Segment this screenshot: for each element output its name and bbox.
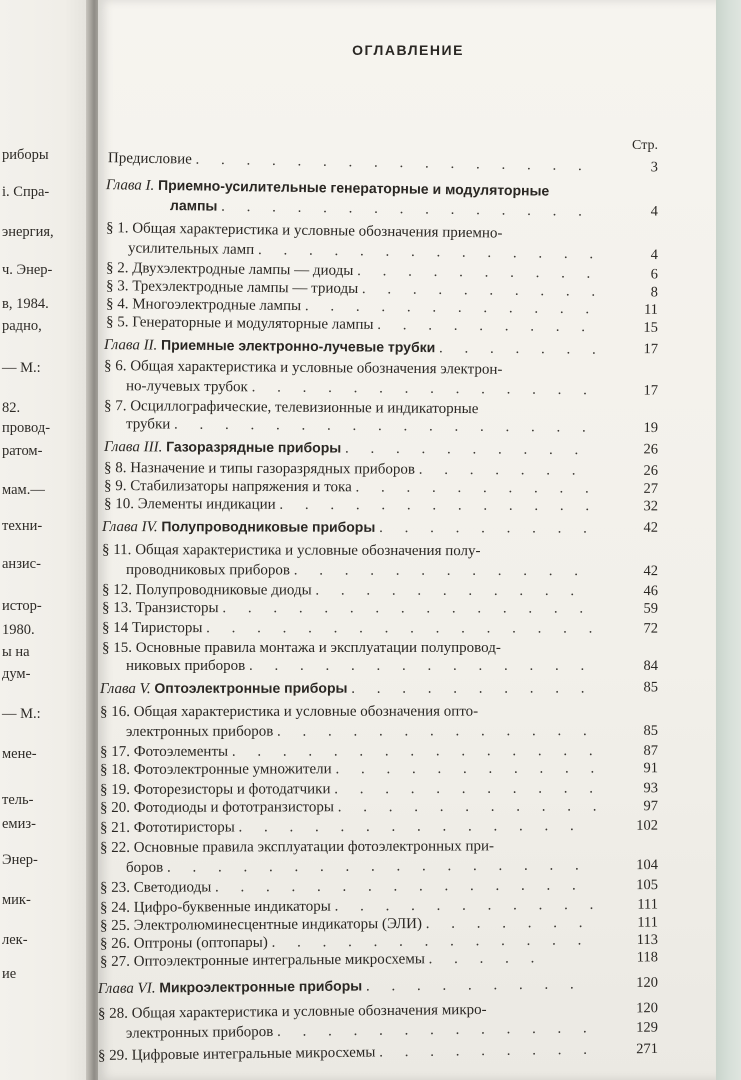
toc-entry-text [126, 721, 596, 742]
leader-dots: . . . . . . . . . . [361, 281, 605, 300]
toc-entry-text [102, 598, 592, 619]
toc-entry-text [106, 312, 594, 337]
section-title: Основные правила эксплуатации фотоэлектронных при- [133, 838, 495, 856]
section-title: электронных приборов [125, 723, 274, 740]
toc-entry-text [126, 414, 595, 437]
section-number: § 15. [102, 640, 132, 656]
section-title: трубки [125, 416, 171, 433]
page-number: 97 [643, 798, 659, 815]
left-page-fragment: мик- [2, 892, 31, 908]
chapter-title: Приемные электронно-лучевые трубки [161, 336, 436, 356]
chapter-label: Глава V. [99, 680, 151, 697]
page-number: 118 [636, 949, 659, 966]
page-number: 129 [636, 1019, 659, 1036]
leader-dots: . . . . . . . . . . . . . . . [214, 877, 585, 896]
page-number: 104 [636, 857, 659, 874]
toc-entry-line [98, 701, 658, 722]
leader-dots: . . . . . . . . . . . . . . . [222, 600, 593, 617]
section-title: Фотоэлектронные умножители [133, 761, 332, 778]
left-page-fragment: ы на [2, 644, 30, 660]
chapter-label: Глава IV. [101, 519, 158, 536]
page-number: 27 [643, 480, 659, 497]
toc-entry-line [98, 560, 658, 581]
leader-dots: . . . . . . . . . [379, 519, 596, 537]
toc-entry-text [102, 540, 481, 561]
page-edge [716, 0, 741, 1080]
toc-chapter-line [98, 334, 658, 359]
left-page-fragment: риборы [2, 147, 49, 163]
left-page-fragment: ие [2, 966, 17, 982]
leader-dots: . . . . . . . . . . . [315, 582, 584, 600]
chapter-label: Глава I. [105, 177, 155, 194]
leader-dots: . . . . . . . . . . [355, 479, 598, 497]
leader-dots: . . . . . . . [425, 914, 592, 932]
section-title: Цифровые интегральные микросхемы [131, 1044, 376, 1064]
leader-dots: . . . . . . . . . . . . . . . . . [166, 857, 588, 876]
section-number: § 27. [99, 953, 131, 970]
section-title: Светодиоды [133, 879, 212, 896]
section-number: § 5. [105, 314, 129, 331]
toc-entry-line [98, 540, 658, 562]
left-page-strip [0, 0, 92, 1080]
left-page-fragment: провод- [2, 420, 51, 436]
leader-dots: . . . . . . . . . . . . . [276, 1020, 596, 1040]
page-number: 26 [643, 462, 659, 479]
leader-dots: . . . . . . . . . . . . . [279, 496, 599, 515]
chapter-label: Глава VI. [97, 980, 156, 997]
toc-entry-text [126, 656, 593, 676]
leader-dots: . . . . . . . . . . . [337, 798, 606, 816]
leader-dots: . . . . . . . . . . . . . . [257, 242, 603, 263]
chapter-title: Микроэлектронные приборы [159, 977, 363, 996]
left-page-fragment: Энер- [2, 852, 38, 868]
page-number: 72 [643, 620, 659, 637]
toc-entry-text [126, 855, 588, 877]
page-number: 111 [637, 896, 659, 913]
leader-dots: . . . . . . . . . . . [334, 896, 603, 915]
leader-dots: . . . . . . . . . . . . . . . . [195, 151, 591, 175]
leader-dots: . . . . . . . . . . . [334, 780, 602, 798]
toc-entry-text [100, 948, 544, 972]
section-number: § 14 [101, 620, 129, 637]
page-number: 111 [637, 914, 659, 931]
toc-entry-line [98, 947, 658, 972]
section-number: § 17. [99, 743, 131, 760]
section-title: усилительных ламп [127, 240, 255, 258]
leader-dots: . . . . . . . . . . . . [293, 562, 587, 580]
section-number: § 19. [99, 781, 131, 798]
toc-page [98, 0, 718, 1080]
leader-dots: . . . . . . . . . [377, 316, 595, 336]
leader-dots: . . . . . . . . . . . . [304, 298, 599, 318]
toc-entry-text [126, 560, 587, 581]
chapter-title: лампы [169, 196, 218, 214]
page-number: 85 [643, 722, 659, 739]
page-number: 15 [643, 319, 659, 336]
toc-entry-text [102, 516, 596, 539]
leader-dots: . . . . . . . . . . . . . . [249, 658, 594, 674]
section-number: § 8. [103, 460, 127, 477]
section-title: Фотодиоды и фототранзисторы [133, 799, 334, 816]
section-title: Оптроны (оптопары) [133, 934, 268, 952]
toc-entry-text [100, 758, 603, 780]
section-number: § 12. [101, 582, 133, 599]
page-title: ОГЛАВЛЕНИЕ [352, 42, 464, 58]
section-title: Общая характеристика и условные обозначения микро- [131, 1001, 487, 1022]
page-number: 113 [636, 931, 659, 949]
toc-chapter-line [98, 436, 658, 460]
toc-entry-line [98, 816, 658, 838]
page-number: 26 [643, 441, 659, 458]
section-title: Фоторезисторы и фотодатчики [133, 781, 331, 798]
leader-dots: . . . . . . . . . . . . . [277, 722, 596, 740]
toc-entry-text [170, 195, 591, 222]
leader-dots: . . . . . . . . . [379, 1041, 597, 1061]
page-number: 19 [643, 419, 659, 437]
left-page-fragment: энергия, [2, 224, 54, 240]
section-title: Генераторные и модуляторные лампы [132, 314, 374, 333]
toc-entry-text [100, 796, 606, 818]
toc-entry-line [98, 494, 658, 516]
toc-entry-line [98, 148, 658, 177]
page-number: 85 [643, 679, 659, 696]
page-number: 91 [643, 760, 659, 777]
page-number: 120 [636, 974, 659, 991]
page-number: 271 [636, 1040, 659, 1058]
chapter-label: Глава II. [103, 337, 158, 354]
left-page-fragment: емиз- [2, 816, 36, 832]
page-number: 102 [636, 817, 659, 834]
section-title: проводниковых приборов [125, 562, 290, 579]
toc-entry-line [98, 598, 658, 619]
section-title: Фотоэлементы [133, 743, 229, 760]
page-number: 32 [643, 498, 659, 515]
section-title: Общая характеристика и условные обозначения опто- [133, 703, 479, 720]
page-number: 4 [650, 203, 659, 220]
left-page-fragment: техни- [2, 518, 43, 534]
leader-dots: . . . . . . . . . . [351, 680, 594, 697]
chapter-title: Приемно-усилительные генераторные и модуляторные [158, 176, 550, 199]
toc-entry-text [102, 618, 601, 639]
section-number: § 4. [105, 296, 129, 313]
section-number: § 29. [97, 1047, 129, 1064]
section-number: § 2. [105, 260, 129, 277]
toc-chapter-line [98, 677, 658, 698]
page-number: 84 [643, 658, 658, 674]
leader-dots: . . . . . . . . . . . . . [271, 932, 591, 951]
page-number: 120 [636, 1000, 659, 1017]
leader-dots: . . . . . . . [418, 461, 585, 479]
section-number: § 24. [99, 899, 131, 916]
page-number: 105 [636, 877, 659, 894]
toc-entry-text [100, 836, 494, 858]
left-page-fragment: — М.: [2, 360, 41, 376]
left-page-fragment: в, 1984. [2, 296, 49, 312]
left-page-fragment: истор- [2, 598, 42, 614]
section-number: § 9. [103, 478, 127, 495]
section-title: Трехэлектродные лампы — триоды [132, 278, 359, 297]
page-number: 6 [650, 266, 659, 283]
toc-entry-line [98, 618, 658, 639]
section-title: Осциллографические, телевизионные и индикаторные [130, 398, 479, 418]
left-page-fragment: 1980. [2, 622, 35, 638]
section-title: никовых приборов [126, 658, 246, 674]
section-title: Многоэлектродные лампы [132, 296, 302, 315]
section-title: Общая характеристика и условные обозначения полу- [135, 542, 481, 560]
page-number: 3 [650, 159, 659, 176]
section-title: Транзисторы [135, 600, 219, 617]
section-number: § 26. [99, 935, 131, 952]
section-title: Общая характеристика и условные обозначения приемно- [132, 220, 503, 242]
leader-dots: . . . . . . . . . . . . . . . . . [173, 416, 595, 436]
leader-dots: . . . . . . . . . . [344, 440, 588, 459]
toc-entry-text [100, 816, 583, 838]
page-number: 59 [643, 600, 659, 617]
toc-entry-text [108, 148, 591, 176]
section-number: § 1. [105, 220, 129, 237]
chapter-title: Оптоэлектронные приборы [154, 679, 348, 696]
toc-entry-text [104, 436, 587, 460]
section-number: § 3. [105, 278, 129, 295]
toc-entry-line [98, 414, 658, 438]
section-number: Предисловие [107, 150, 192, 168]
left-page-fragment: і. Спра- [2, 184, 50, 200]
toc-chapter-line [98, 516, 658, 538]
section-title: Элементы индикации [137, 496, 276, 513]
page-number: 11 [643, 301, 659, 318]
leader-dots: . . . . . . . . . . . . . . [238, 817, 583, 836]
section-title: боров [125, 859, 164, 876]
section-number: § 16. [99, 703, 131, 720]
left-page-fragment: анзис- [2, 556, 41, 572]
leader-dots: . . . . . . . . . . . . . . [251, 379, 596, 399]
section-number: § 21. [99, 819, 131, 836]
left-page-fragment: радно, [2, 318, 42, 334]
chapter-title: Газоразрядные приборы [166, 438, 342, 456]
toc-entry-line [98, 758, 658, 780]
leader-dots: . . . . . . . . . . . . . . . [231, 742, 602, 760]
section-number: § 11. [101, 542, 132, 559]
section-title: Общая характеристика и условные обозначения электрон- [130, 358, 503, 378]
section-number: § 22. [99, 839, 131, 856]
section-number: § 13. [101, 600, 133, 617]
section-title: Фототиристоры [133, 819, 235, 836]
section-number: § 18. [99, 761, 131, 778]
section-number: § 23. [99, 879, 131, 896]
left-page-fragment: мене- [2, 746, 37, 762]
leader-dots: . . . . . . . . . . [357, 262, 600, 282]
section-title: но-лучевых трубок [125, 378, 248, 396]
leader-dots: . . . . . . . [438, 340, 605, 358]
page-number: 87 [643, 742, 659, 759]
toc-entry-text [104, 494, 598, 516]
section-number: § 7. [103, 398, 127, 415]
section-title: Назначение и типы газоразрядных приборов [130, 460, 416, 478]
left-page-fragment: ратом- [2, 443, 43, 459]
leader-dots: . . . . . . . . . . . . . . . [221, 198, 592, 220]
section-title: Двухэлектродные лампы — диоды [132, 260, 354, 279]
section-title: электронных приборов [125, 1023, 274, 1042]
section-number: § 28. [97, 1005, 129, 1022]
leader-dots: . . . . . . . . . . . [335, 760, 604, 778]
toc-entry-text [100, 677, 593, 699]
section-title: Цифро-буквенные индикаторы [133, 898, 331, 916]
leader-dots: . . . . . [428, 950, 544, 968]
section-title: Полупроводниковые диоды [135, 582, 312, 599]
page-number: 42 [643, 563, 659, 580]
left-page-fragment: — М.: [2, 706, 41, 722]
toc-entry-line [98, 796, 658, 818]
toc-entry-text [98, 973, 583, 999]
toc-entry-line [98, 638, 658, 658]
toc-entry-text [102, 638, 501, 658]
page-number: 42 [643, 519, 659, 536]
leader-dots: . . . . . . . . . [365, 976, 583, 995]
toc-entry-text [98, 1040, 596, 1066]
page-number: 46 [643, 583, 659, 600]
section-number: § 6. [103, 358, 127, 375]
page-column-header: Стр. [632, 138, 658, 153]
toc-entry-line [98, 721, 658, 742]
section-title: Основные правила монтажа и эксплуатации полупровод- [135, 640, 501, 656]
section-title: Оптоэлектронные интегральные микросхемы [133, 951, 425, 970]
leader-dots: . . . . . . . . . . . . . . . . [206, 620, 602, 637]
page-number: 17 [643, 382, 659, 399]
section-title: Тиристоры [131, 620, 203, 637]
page-number: 93 [643, 780, 659, 797]
section-title: Электролюминесцентные индикаторы (ЭЛИ) [133, 915, 422, 934]
left-page-fragment: тель- [2, 792, 34, 808]
page-number: 17 [643, 341, 659, 358]
toc-entry-text [100, 702, 478, 722]
left-page-fragment: ч. Энер- [2, 262, 53, 278]
left-page-fragment: дум- [2, 666, 31, 682]
section-number: § 25. [99, 917, 131, 934]
left-page-fragment: 82. [2, 400, 21, 416]
left-page-fragment: лек- [2, 932, 28, 948]
toc-entry-line [98, 656, 658, 676]
page-number: 8 [650, 284, 659, 301]
page-number: 4 [650, 246, 659, 264]
toc-list [98, 0, 718, 1080]
section-number: § 10. [103, 496, 135, 513]
chapter-label: Глава III. [103, 439, 163, 456]
toc-chapter-line [98, 973, 658, 998]
chapter-title: Полупроводниковые приборы [161, 518, 376, 535]
section-title: Стабилизаторы напряжения и тока [130, 478, 352, 496]
section-number: § 20. [99, 799, 131, 816]
left-page-fragment: мам.— [2, 482, 45, 498]
